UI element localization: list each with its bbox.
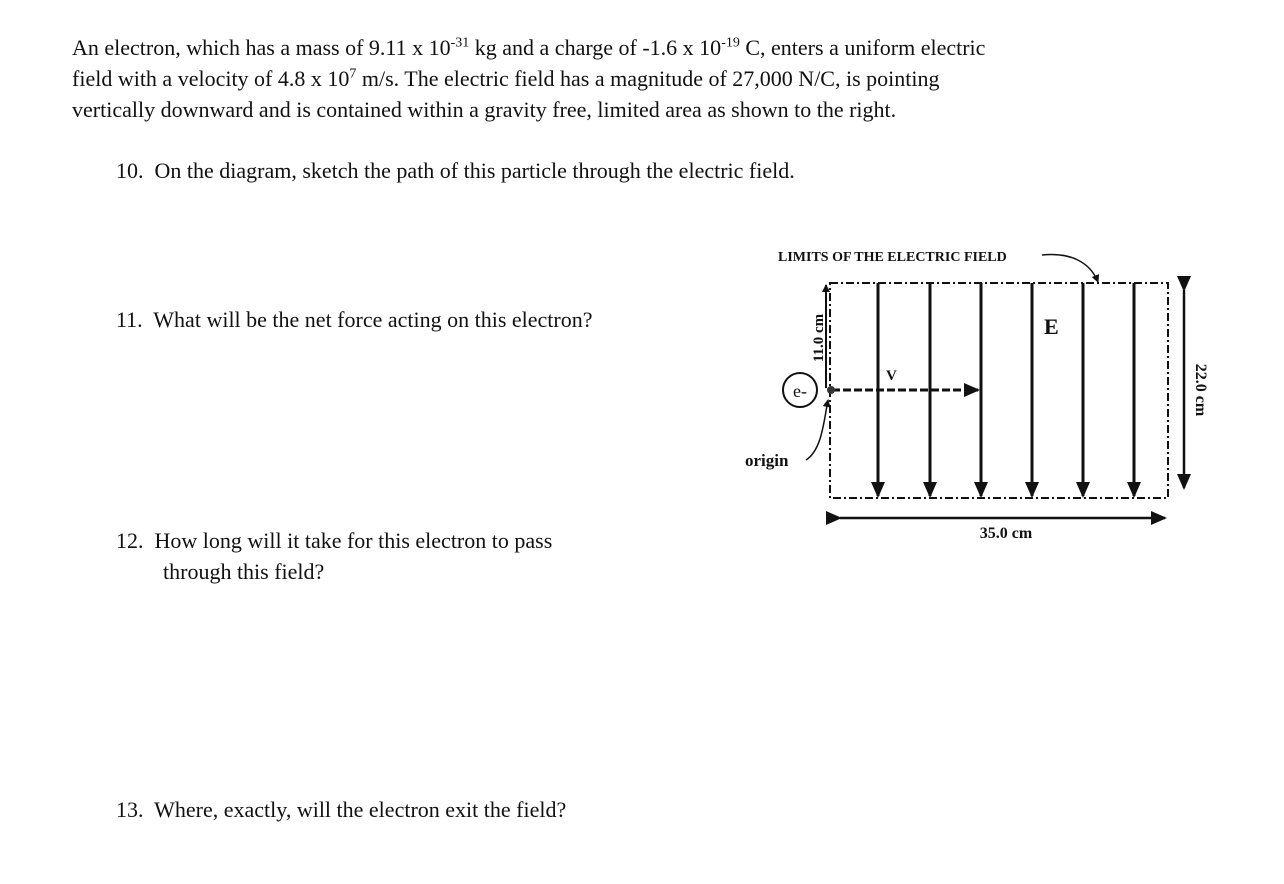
question-number: 10.	[116, 158, 144, 183]
question-text: through this field?	[163, 559, 325, 584]
exponent: -31	[450, 35, 470, 51]
text: field with a velocity of 4.8 x 10	[72, 66, 350, 91]
origin-leader-arrow	[806, 400, 828, 460]
question-text: What will be the net force acting on this electron?	[153, 307, 593, 332]
limits-label: LIMITS OF THE ELECTRIC FIELD	[778, 250, 1007, 265]
limits-leader-arrow	[1042, 254, 1098, 282]
question-number: 13.	[116, 797, 144, 822]
question-number: 12.	[116, 528, 144, 553]
half-height-label: 11.0 cm	[811, 313, 827, 363]
text: C, enters a uniform electric	[739, 35, 986, 60]
question-text: How long will it take for this electron to pass	[154, 528, 553, 553]
exponent: -19	[721, 35, 740, 51]
text: m/s. The electric field has a magnitude of 27,000 N/C, is pointing	[356, 66, 940, 91]
height-label: 22.0 cm	[1192, 363, 1209, 417]
field-label: E	[1044, 314, 1059, 339]
text: An electron, which has a mass of 9.11 x 10	[72, 35, 451, 60]
question-number: 11.	[116, 307, 143, 332]
text: kg and a charge of -1.6 x 10	[469, 35, 722, 60]
width-label: 35.0 cm	[979, 525, 1033, 542]
origin-label: origin	[745, 451, 789, 470]
electron-label: e-	[793, 381, 807, 401]
origin-point	[827, 386, 835, 394]
question-text: On the diagram, sketch the path of this particle through the electric field.	[154, 158, 795, 183]
intro-line-3: vertically downward and is contained within a gravity free, limited area as shown to the right.	[72, 97, 897, 122]
velocity-label: V	[886, 368, 897, 384]
question-text: Where, exactly, will the electron exit the field?	[154, 797, 567, 822]
exponent: 7	[349, 66, 357, 82]
